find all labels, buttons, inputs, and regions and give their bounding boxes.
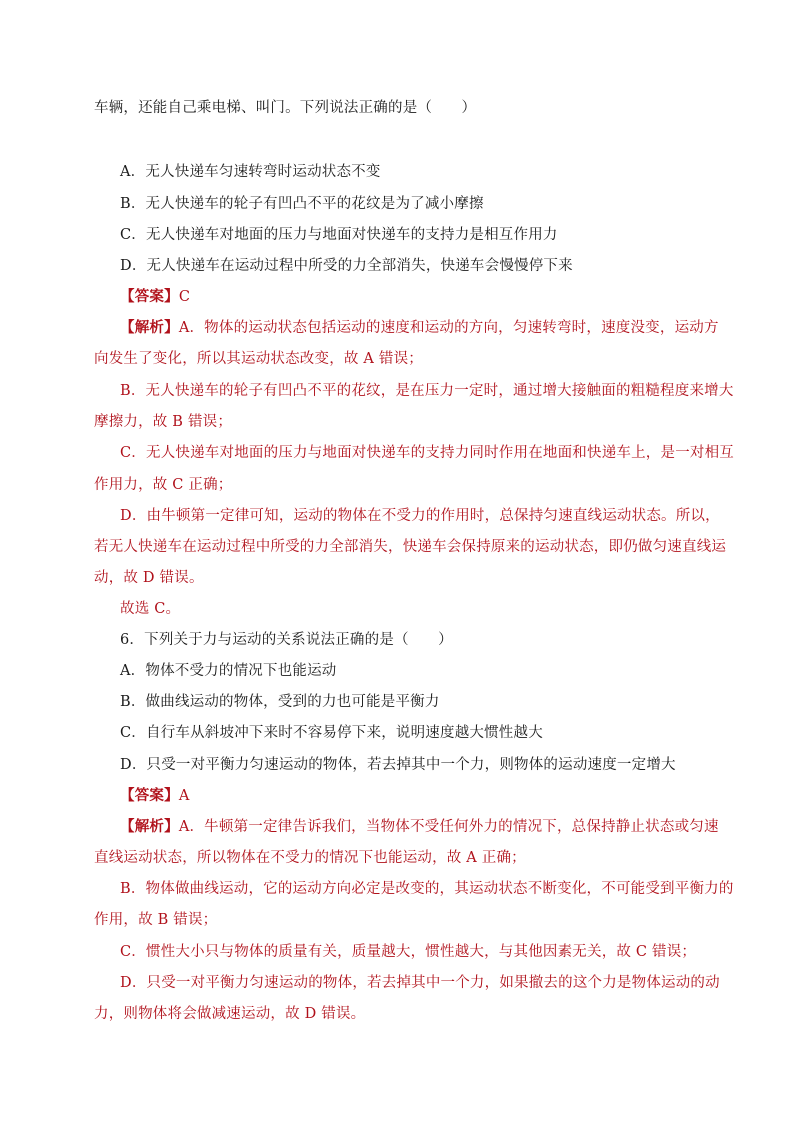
q5-analysis-line-1 xyxy=(120,318,719,338)
answer-value: A xyxy=(178,788,190,804)
q5-option-c: C．无人快递车对地面的压力与地面对快递车的支持力是相互作用力 xyxy=(120,227,558,243)
q6-answer xyxy=(120,786,189,806)
answer-value: C xyxy=(178,289,191,305)
q5-option-a: A．无人快递车匀速转弯时运动状态不变 xyxy=(120,164,381,180)
analysis-tag: 【解析】 xyxy=(120,319,179,336)
q6-analysis-line-1 xyxy=(120,817,719,837)
q6-analysis-line-7: 力，则物体将会做减速运动，故 D 错误。 xyxy=(94,1006,366,1022)
q6-option-b: B．做曲线运动的物体，受到的力也可能是平衡力 xyxy=(120,694,440,710)
answer-tag: 【答案】 xyxy=(120,288,179,305)
q6-analysis-line-5: C．惯性大小只与物体的质量有关，质量越大，惯性越大，与其他因素无关，故 C 错误； xyxy=(120,944,697,960)
answer-tag: 【答案】 xyxy=(120,787,179,804)
q5-conclusion: 故选 C。 xyxy=(120,601,181,617)
analysis-text: A．牛顿第一定律告诉我们，当物体不受任何外力的情况下，总保持静止状态或匀速 xyxy=(178,819,719,835)
q5-analysis-line-6: 作用力，故 C 正确； xyxy=(94,477,233,493)
q5-stem-tail: 车辆，还能自己乘电梯、叫门。下列说法正确的是（ ） xyxy=(94,100,477,116)
q5-option-b: B．无人快递车的轮子有凹凸不平的花纹是为了减小摩擦 xyxy=(120,196,484,212)
analysis-text: A．物体的运动状态包括运动的速度和运动的方向，匀速转弯时，速度没变，运动方 xyxy=(178,320,719,336)
q6-analysis-line-4: 作用，故 B 错误； xyxy=(94,912,218,928)
q6-option-d: D．只受一对平衡力匀速运动的物体，若去掉其中一个力，则物体的运动速度一定增大 xyxy=(120,757,676,773)
q5-analysis-line-7: D．由牛顿第一定律可知，运动的物体在不受力的作用时，总保持匀速直线运动状态。所以， xyxy=(120,508,720,524)
q6-option-c: C．自行车从斜坡冲下来时不容易停下来，说明速度越大惯性越大 xyxy=(120,725,543,741)
q6-option-a: A．物体不受力的情况下也能运动 xyxy=(120,663,337,679)
q5-analysis-line-9: 动，故 D 错误。 xyxy=(94,570,204,586)
q5-analysis-line-2: 向发生了变化，所以其运动状态改变，故 A 错误； xyxy=(94,351,423,367)
q5-answer xyxy=(120,287,190,307)
q5-option-d: D．无人快递车在运动过程中所受的力全部消失，快递车会慢慢停下来 xyxy=(120,258,573,274)
q5-analysis-line-4: 摩擦力，故 B 错误； xyxy=(94,414,233,430)
q5-analysis-line-5: C．无人快递车对地面的压力与地面对快递车的支持力同时作用在地面和快递车上，是一对相互 xyxy=(120,445,734,461)
q5-analysis-line-3: B．无人快递车的轮子有凹凸不平的花纹，是在压力一定时，通过增大接触面的粗糙程度来增大 xyxy=(120,383,734,399)
q6-analysis-line-3: B．物体做曲线运动，它的运动方向必定是改变的，其运动状态不断变化，不可能受到平衡力的 xyxy=(120,881,734,897)
q6-stem: 6．下列关于力与运动的关系说法正确的是（ ） xyxy=(120,632,453,648)
q6-analysis-line-6: D．只受一对平衡力匀速运动的物体，若去掉其中一个力，如果撤去的这个力是物体运动的动 xyxy=(120,975,720,991)
analysis-tag: 【解析】 xyxy=(120,818,179,835)
q6-analysis-line-2: 直线运动状态，所以物体在不受力的情况下也能运动，故 A 正确； xyxy=(94,850,526,866)
q5-analysis-line-8: 若无人快递车在运动过程中所受的力全部消失，快递车会保持原来的运动状态，即仍做匀速直线运 xyxy=(94,539,727,555)
